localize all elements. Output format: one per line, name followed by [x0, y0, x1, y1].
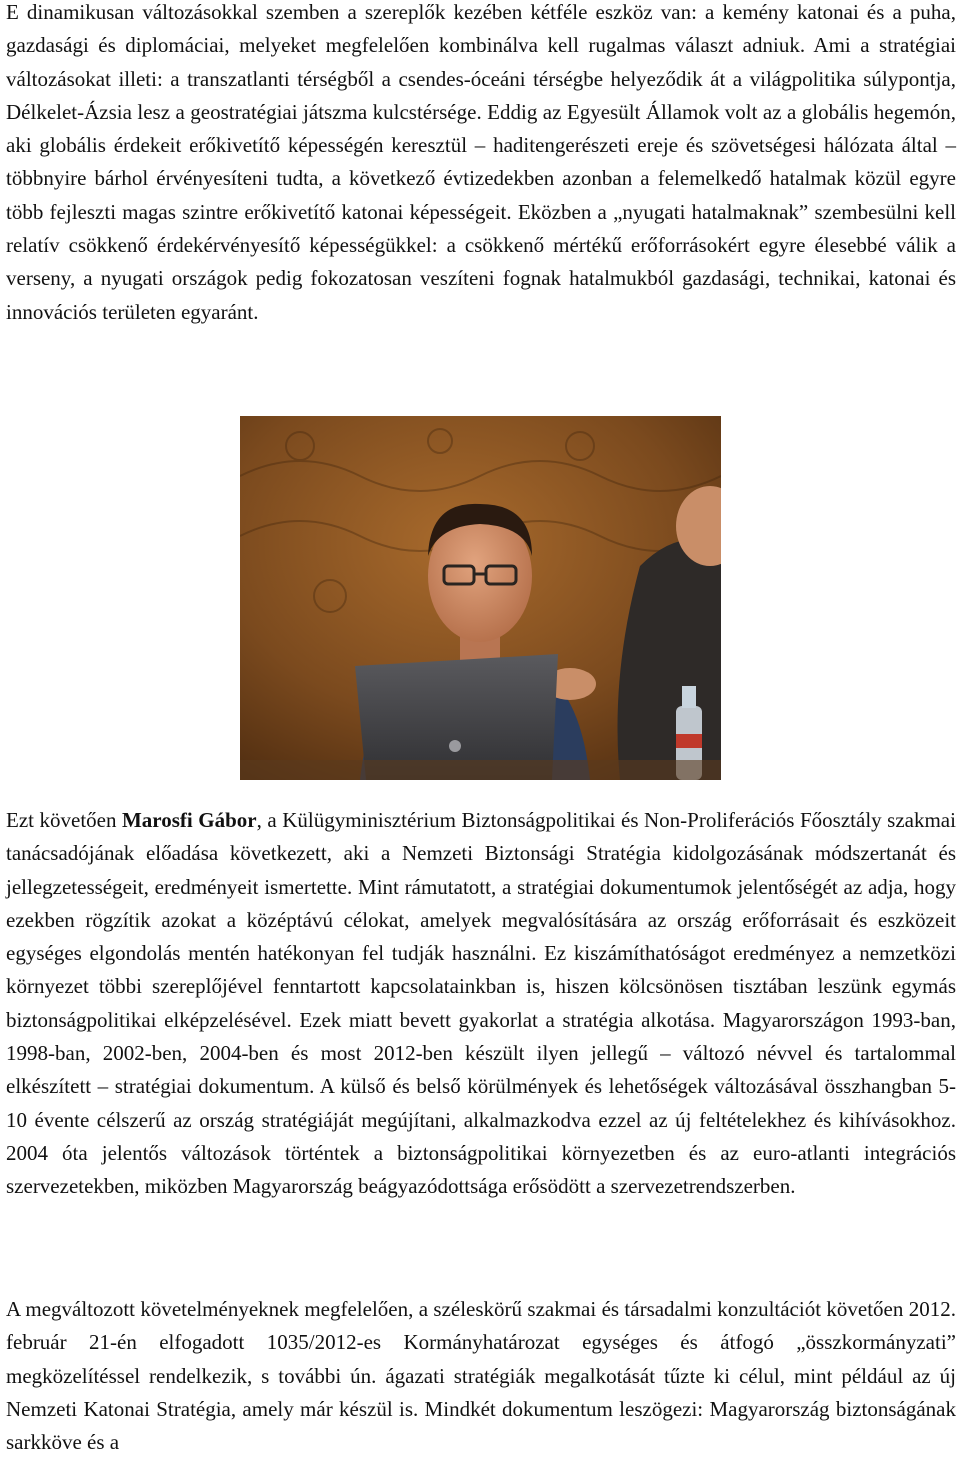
paragraph-2-body: , a Külügyminisztérium Biztonságpolitikai és Non-Proliferációs Főosztály szakmai tanácsadójának előadása következett, aki a Nemzeti Biztonsági Stratégia kidolgozásának módszertanát és jellegzetességeit, eredményeit ismertette. Mint rámutatott, a stratégiai dokumentumok jelentőségét az adja, hogy ezekben rögzítik azokat a középtávú célokat, amelyek megvalósítására az ország erőforrásait és eszközeit egységes elgondolás mentén hatékonyan fel tudják használni. Ez kiszámíthatóságot eredményez a nemzetközi környezet többi szereplőjével fenntartott kapcsolatainkban is, hiszen kölcsönösen tisztában leszünk egymás biztonságpolitikai elképzelésével. Ezek miatt bevett gyakorlat a stratégia alkotása. Magyarországon 1993-ban, 1998-ban, 2002-ben, 2004-ben és most 2012-ben készült ilyen jellegű – változó névvel és tartalommal elkészített – stratégiai dokumentum. A külső és belső körülmények és lehetőségek változásával összhangban 5-10 évente célszerű az ország stratégiáját megújítani, alkalmazkodva ezzel az új feltételekhez és kihívásokhoz. 2004 óta jelentős változások történtek a biztonságpolitikai környezetben és az euro-atlanti integrációs szervezetekben, miközben Magyarország beágyazódottsága erősödött a szervezetrendszerben.	[6, 808, 956, 1199]
paragraph-government-resolution: A megváltozott követelményeknek megfelelően, a széleskörű szakmai és társadalmi konzultációt követően 2012. február 21-én elfogadott 1035/2012-es Kormányhatározat egységes és átfogó „összkormányzati” megközelítéssel rendelkezik, s további ún. ágazati stratégiák megalkotását tűzte ki célul, mint például az új Nemzeti Katonai Stratégia, amely már készül is. Mindkét dokumentum leszögezi: Magyarország biztonságának sarkköve és a	[6, 1297, 956, 1455]
paragraph-strategic-changes: E dinamikusan változásokkal szemben a szereplők kezében kétféle eszköz van: a kemény katonai és a puha, gazdasági és diplomáciai, melyeket megfelelően kombinálva kell rugalmas választ adniuk. Ami a stratégiai változásokat illeti: a transzatlanti térségből a csendes-óceáni térségbe helyeződik át a világpolitika súlypontja, Délkelet-Ázsia lesz a geostratégiai játszma kulcstérsége. Eddig az Egyesült Államok volt az a globális hegemón, aki globális érdekeit erőkivetítő képességén keresztül – haditengerészeti ereje és szövetségesi hálózata által – többnyire bárhol érvényesíteni tudta, a következő évtizedekben azonban a felemelkedő hatalmak közül egyre több fejleszti magas szintre erőkivetítő katonai képességeit. Eközben a „nyugati hatalmaknak” szembesülni kell relatív csökkenő érdekérvényesítő képességükkel: a csökkenő mértékű erőforrásokért egyre élesebbé válik a verseny, a nyugati országok pedig fokozatosan veszíteni fognak hatalmukból gazdasági, technikai, katonai és innovációs területen egyaránt.	[6, 0, 956, 324]
paragraph-marosfi-presentation	[6, 804, 956, 1204]
speaker-name: Marosfi Gábor	[121, 808, 257, 832]
speaker-photo	[240, 416, 721, 780]
paragraph-2-intro: Ezt követően	[6, 808, 122, 832]
speaker-photo-illustration	[240, 416, 721, 780]
